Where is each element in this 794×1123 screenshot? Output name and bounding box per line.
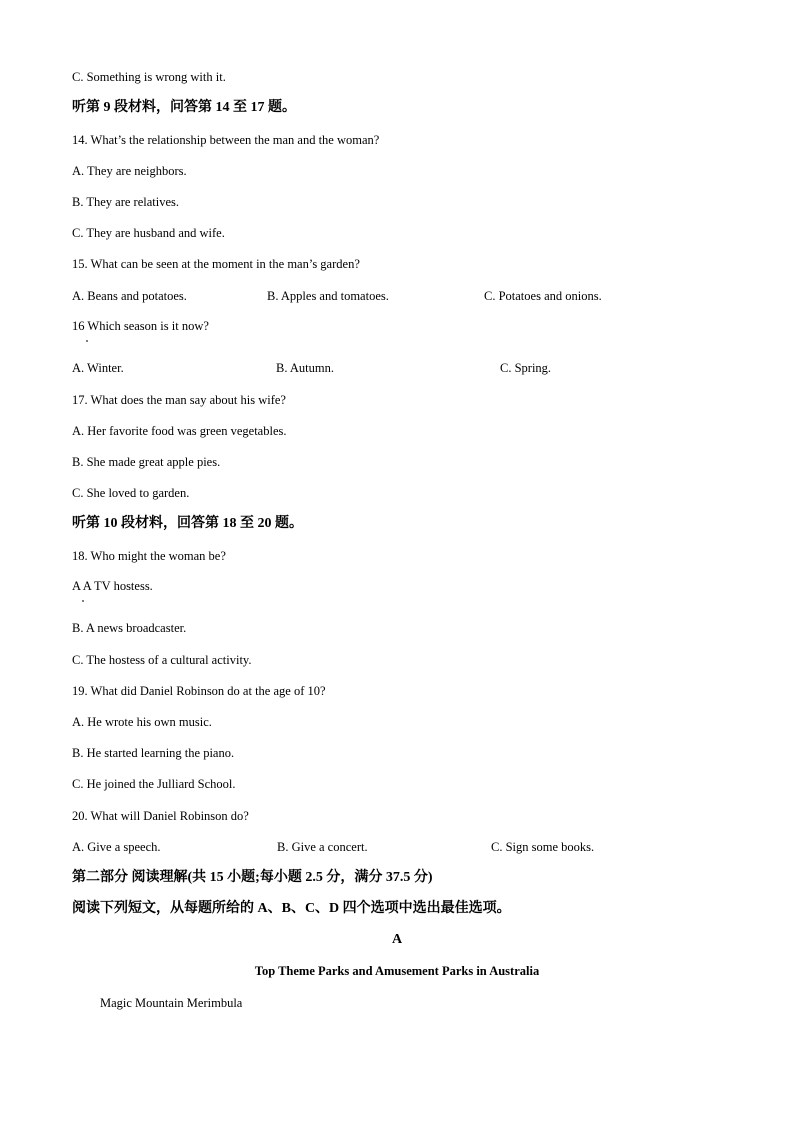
q19-option-a: A. He wrote his own music. (72, 715, 212, 729)
q19-option-c: C. He joined the Julliard School. (72, 777, 236, 791)
question-16: 16 Which season is it now? (72, 319, 209, 333)
part-two-heading: 第二部分 阅读理解(共 15 小题;每小题 2.5 分，满分 37.5 分) (72, 870, 433, 885)
q16-option-c: C. Spring. (500, 361, 552, 375)
question-14: 14. What’s the relationship between the man and the woman? (72, 133, 380, 147)
q17-option-c: C. She loved to garden. (72, 486, 190, 500)
question-20: 20. What will Daniel Robinson do? (72, 809, 249, 823)
section-heading-10: 听第 10 段材料，回答第 18 至 20 题。 (72, 516, 303, 531)
question-19: 19. What did Daniel Robinson do at the age of 10? (72, 684, 326, 698)
q20-option-c: C. Sign some books. (491, 840, 595, 854)
q13-option-c: C. Something is wrong with it. (72, 70, 226, 84)
q17-option-a: A. Her favorite food was green vegetables. (72, 424, 287, 438)
q14-option-c: C. They are husband and wife. (72, 226, 225, 240)
passage-section-letter: A (391, 932, 403, 947)
q17-option-b: B. She made great apple pies. (72, 455, 221, 469)
question-17: 17. What does the man say about his wife? (72, 393, 286, 407)
passage-title: Top Theme Parks and Amusement Parks in Australia (254, 964, 540, 978)
q14-option-b: B. They are relatives. (72, 195, 180, 209)
reading-instructions: 阅读下列短文，从每题所给的 A、B、C、D 四个选项中选出最佳选项。 (72, 901, 511, 916)
q16-option-a: A. Winter. (72, 361, 124, 375)
q18-option-b: B. A news broadcaster. (72, 621, 187, 635)
q20-option-b: B. Give a concert. (277, 840, 368, 854)
q20-option-a: A. Give a speech. (72, 840, 161, 854)
q15-option-a: A. Beans and potatoes. (72, 289, 187, 303)
q18-option-a: A A TV hostess. (72, 579, 153, 593)
question-18: 18. Who might the woman be? (72, 549, 226, 563)
q14-option-a: A. They are neighbors. (72, 164, 187, 178)
q16-option-b: B. Autumn. (276, 361, 334, 375)
q15-option-c: C. Potatoes and onions. (484, 289, 602, 303)
q19-option-b: B. He started learning the piano. (72, 746, 235, 760)
stray-dot (82, 600, 84, 602)
section-heading-9: 听第 9 段材料，问答第 14 至 17 题。 (72, 100, 296, 115)
park-name: Magic Mountain Merimbula (100, 996, 243, 1010)
q18-option-c: C. The hostess of a cultural activity. (72, 653, 252, 667)
stray-dot (86, 340, 88, 342)
question-15: 15. What can be seen at the moment in the man’s garden? (72, 257, 360, 271)
q15-option-b: B. Apples and tomatoes. (267, 289, 389, 303)
